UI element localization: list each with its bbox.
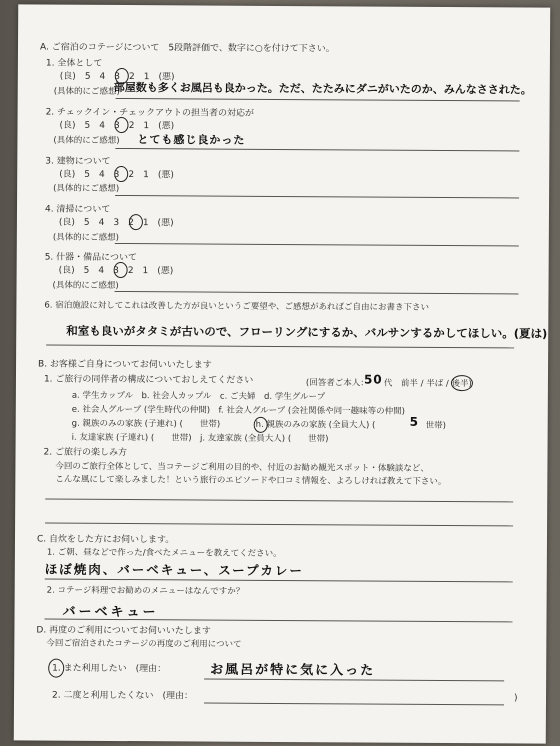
q6-answer-line — [46, 345, 514, 349]
c1-handwritten-answer: ほぼ焼肉、バーベキュー、スープカレー — [44, 561, 304, 579]
b1-title: 1. ご旅行の同伴者の構成についておしえてください — [43, 374, 254, 386]
d-option-2-close-paren: ) — [513, 693, 518, 704]
b1-option-h-circle — [254, 417, 268, 433]
q1-scale: (良) 5 4 3 2 1 (悪) — [59, 71, 175, 83]
b1-household-answer: 5 — [409, 414, 420, 429]
d-option-1-answer-line — [204, 679, 504, 682]
b2-answer-line-2 — [45, 523, 513, 527]
d-intro: 今回ご宿泊されたコテージの再度のご利用について — [46, 638, 242, 650]
q6-title: 6. 宿泊施設に対してこれは改善した方が良いというご要望や、ご感想があればご自由にお書き下さい — [44, 300, 430, 313]
q1-title: 1. 全体として — [45, 58, 103, 69]
q3-title: 3. 建物について — [45, 156, 111, 167]
b1-options-row4: i. 友達家族 (子連れ) ( 世帯) j. 友達家族 (全員大人) ( 世帯) — [71, 432, 329, 445]
q3-detail-label: (具体的にご感想) — [53, 183, 120, 195]
section-c-heading: C. 自炊をした方にお伺いします。 — [36, 534, 175, 546]
q5-title: 5. 什器・備品について — [44, 252, 138, 264]
q2-scale: (良) 5 4 3 2 1 (悪) — [59, 120, 175, 132]
q3-answer-line — [115, 195, 519, 198]
questionnaire-sheet — [14, 4, 550, 743]
q1-handwritten-answer: 部屋数も多くお風呂も良かった。ただ、たたみにダニがいたのか、みんなさされた。 — [113, 80, 532, 97]
b2-line1: 今回のご旅行全体として、当コテージご利用の目的や、付近のお勧め観光スポット・体験談など、 — [55, 461, 429, 474]
c2-title: 2. コテージ料理でお勧めのメニューはなんですか？ — [46, 585, 245, 597]
q4-detail-label: (具体的にご感想) — [52, 232, 119, 244]
c1-answer-line — [45, 579, 513, 583]
b1-options-row3c: 世帯) — [425, 420, 447, 432]
q2-rating-circle — [114, 117, 128, 133]
b1-respondent-label: (回答者ご本人： — [305, 378, 369, 389]
c2-answer-line — [44, 619, 512, 623]
d-option-1: 1. また利用したい (理由： — [52, 663, 167, 675]
q2-detail-label: (具体的にご感想) — [53, 135, 120, 147]
q6-handwritten-answer: 和室も良いがタタミが古いので、フローリングにするか、バルサンするかしてほしい。(夏は) — [66, 323, 548, 341]
q4-scale: (良) 5 4 3 2 1 (悪) — [58, 217, 174, 229]
b1-age-answer: 50 — [363, 372, 383, 387]
q3-rating-circle — [114, 166, 128, 182]
section-d-heading: D. 再度のご利用についてお伺いいたします — [36, 625, 211, 637]
d-option-2: 2. 二度と利用したくない (理由： — [52, 690, 194, 702]
q2-title: 2. チェックイン・チェックアウトの担当者の対応が — [45, 107, 255, 119]
q4-answer-line — [115, 243, 519, 246]
q5-scale: (良) 5 4 3 2 1 (悪) — [58, 265, 174, 277]
b2-answer-line-1 — [45, 499, 513, 503]
b1-age-suffix: 代 前半 / 半ば / 後半) — [383, 378, 472, 390]
d-option-2-answer-line — [204, 703, 504, 706]
q1-detail-label: (具体的にご感想) — [53, 86, 120, 98]
c1-title: 1. ご朝、昼などで作った/食べたメニューを教えてください。 — [46, 547, 282, 560]
q5-rating-circle — [114, 262, 128, 278]
b1-options-row3b: h. 親族のみの家族 (全員大人) ( — [255, 419, 376, 431]
d-option-1-handwritten-answer: お風呂が特に気に入った — [210, 662, 376, 679]
b1-age-circle — [451, 375, 473, 391]
b1-options-row3a: g. 親族のみの家族 (子連れ) ( 世帯) — [71, 418, 221, 430]
b2-line2: こんな風にして楽しみました！という旅行のエピソードや口コミ情報を、よろしければ教えて下さい。 — [55, 474, 447, 488]
q2-handwritten-answer: とても感じ良かった — [137, 133, 246, 147]
q1-answer-line — [116, 98, 520, 101]
q5-detail-label: (具体的にご感想) — [52, 280, 119, 292]
section-b-heading: B. お客様ご自身についてお伺いいたします — [38, 359, 212, 371]
b1-options-row2: e. 社会人グループ (学生時代の仲間) f. 社会人グループ (会社関係や同一趣味等の仲間) — [71, 404, 406, 417]
c2-handwritten-answer: バーベキュー — [62, 604, 159, 621]
b2-title: 2. ご旅行の楽しみ方 — [43, 447, 127, 459]
q3-scale: (良) 5 4 3 2 1 (悪) — [59, 169, 174, 181]
b1-options-row1: a. 学生カップル b. 社会人カップル c. ご夫婦 d. 学生グループ — [71, 390, 326, 403]
d-option-1-circle — [48, 659, 64, 678]
q4-title: 4. 清掃について — [44, 204, 111, 215]
section-a-heading: A. ご宿泊のコテージについて 5段階評価で、数字に○を付けて下さい。 — [39, 42, 335, 55]
q4-rating-circle — [129, 214, 143, 230]
q2-answer-line — [115, 148, 519, 151]
q5-answer-line — [114, 291, 518, 294]
